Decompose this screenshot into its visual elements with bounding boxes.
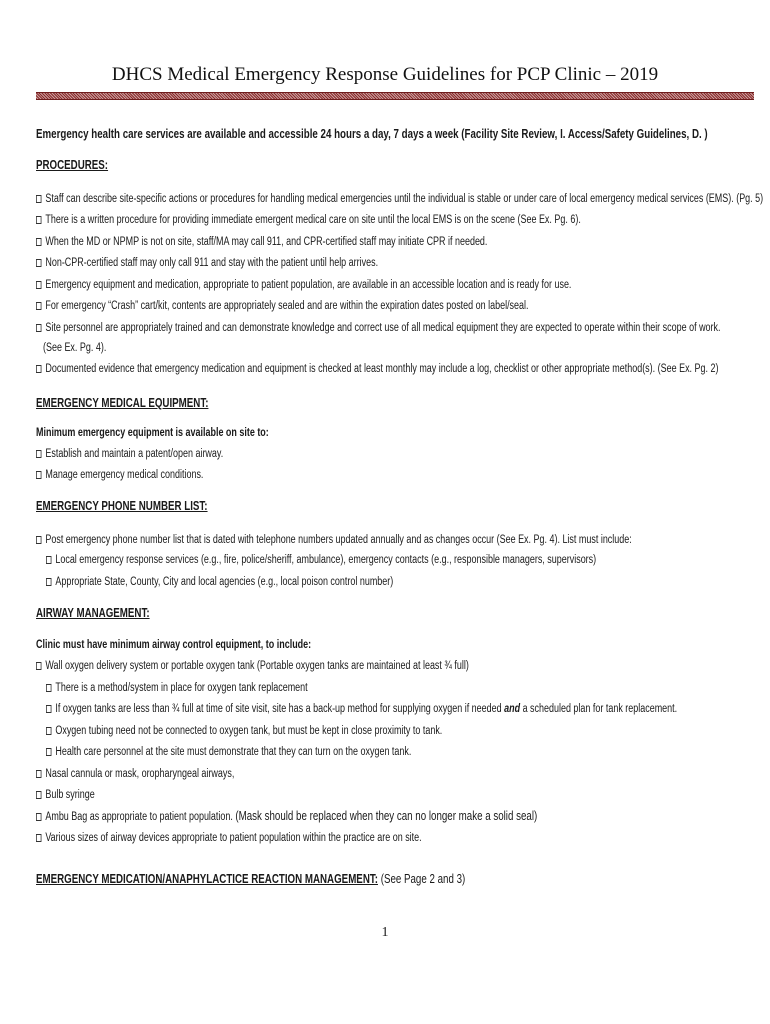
procedure-item: Non-CPR-certified staff may only call 911 and stay with the patient until help arrives.	[36, 256, 378, 270]
checkbox-icon	[46, 556, 51, 564]
airway-item: Bulb syringe	[36, 788, 95, 802]
airway-item: Various sizes of airway devices appropriate to patient population within the practice are on site.	[36, 831, 422, 845]
checkbox-icon	[36, 238, 41, 246]
equipment-item: Manage emergency medical conditions.	[36, 468, 203, 482]
procedures-heading: PROCEDURES:	[36, 158, 109, 172]
procedure-item: Documented evidence that emergency medication and equipment is checked at least monthly may include a log, checklist or other appropriate method(s). (See Ex. Pg. 2)	[36, 362, 718, 376]
checkbox-icon	[36, 471, 41, 479]
checkbox-icon	[36, 324, 41, 332]
checkbox-icon	[36, 791, 41, 799]
procedure-item: Site personnel are appropriately trained and can demonstrate knowledge and correct use of all medical equipment they are expected to operate within their scope of work.	[36, 321, 720, 335]
oxygen-subitem: If oxygen tanks are less than ¾ full at time of site visit, site has a back-up method for supplying oxygen if needed and a scheduled plan for tank replacement.	[46, 702, 677, 716]
checkbox-icon	[36, 195, 41, 203]
phone-list-item: Post emergency phone number list that is dated with telephone numbers updated annually and as changes occur (See Ex. Pg. 4). List must include:	[36, 533, 632, 547]
checkbox-icon	[36, 813, 41, 821]
phone-list-subitem: Local emergency response services (e.g., fire, police/sheriff, ambulance), emergency contacts (e.g., responsible managers, supervisors)	[46, 553, 596, 567]
equipment-item: Establish and maintain a patent/open airway.	[36, 447, 223, 461]
procedure-item-continuation: (See Ex. Pg. 4).	[43, 342, 107, 354]
medication-heading: EMERGENCY MEDICATION/ANAPHYLACTICE REACTION MANAGEMENT:	[36, 872, 378, 886]
intro-statement: Emergency health care services are available and accessible 24 hours a day, 7 days a week (Facility Site Review, I. Access/Safety Guidelines, D. )	[36, 127, 708, 141]
oxygen-subitem: Oxygen tubing need not be connected to oxygen tank, but must be kept in close proximity to tank.	[46, 724, 442, 738]
title-divider	[36, 92, 754, 100]
equipment-subheading: Minimum emergency equipment is available on site to:	[36, 427, 269, 439]
airway-heading: AIRWAY MANAGEMENT:	[36, 606, 150, 620]
checkbox-icon	[46, 705, 51, 713]
oxygen-subitem: There is a method/system in place for oxygen tank replacement	[46, 681, 308, 695]
phone-list-subitem: Appropriate State, County, City and local agencies (e.g., local poison control number)	[46, 575, 393, 589]
equipment-heading: EMERGENCY MEDICAL EQUIPMENT:	[36, 396, 209, 410]
page-number: 1	[381, 925, 389, 940]
checkbox-icon	[36, 770, 41, 778]
procedure-item: For emergency “Crash” cart/kit, contents are appropriately sealed and are within the expiration dates posted on label/seal.	[36, 299, 529, 313]
airway-item: Ambu Bag as appropriate to patient population. (Mask should be replaced when they can no longer make a solid seal)	[36, 809, 537, 824]
checkbox-icon	[46, 578, 51, 586]
checkbox-icon	[36, 216, 41, 224]
checkbox-icon	[36, 302, 41, 310]
procedure-item: Staff can describe site-specific actions or procedures for handling medical emergencies until the individual is stable or under care of local emergency medical services (EMS). (Pg. 5)	[36, 192, 763, 206]
checkbox-icon	[36, 536, 41, 544]
document-title: DHCS Medical Emergency Response Guidelines for PCP Clinic – 2019	[111, 64, 659, 85]
checkbox-icon	[36, 834, 41, 842]
airway-subheading: Clinic must have minimum airway control equipment, to include:	[36, 639, 312, 651]
oxygen-subitem: Health care personnel at the site must demonstrate that they can turn on the oxygen tank.	[46, 745, 411, 759]
phone-list-heading: EMERGENCY PHONE NUMBER LIST:	[36, 499, 208, 513]
checkbox-icon	[36, 259, 41, 267]
medication-note: (See Page 2 and 3)	[380, 872, 466, 886]
checkbox-icon	[36, 365, 41, 373]
checkbox-icon	[46, 684, 51, 692]
emphasis-and: and	[504, 703, 521, 715]
procedure-item: When the MD or NPMP is not on site, staff/MA may call 911, and CPR-certified staff may initiate CPR if needed.	[36, 235, 487, 249]
procedure-item: There is a written procedure for providing immediate emergent medical care on site until the local EMS is on the scene (See Ex. Pg. 6).	[36, 213, 581, 227]
medication-section	[36, 872, 465, 886]
procedure-item: Emergency equipment and medication, appropriate to patient population, are available in an accessible location and is ready for use.	[36, 278, 571, 292]
checkbox-icon	[46, 727, 51, 735]
ambu-bag-note: (Mask should be replaced when they can no longer make a solid seal)	[235, 809, 538, 823]
checkbox-icon	[46, 748, 51, 756]
checkbox-icon	[36, 450, 41, 458]
checkbox-icon	[36, 662, 41, 670]
airway-item-oxygen: Wall oxygen delivery system or portable oxygen tank (Portable oxygen tanks are maintained at least ¾ full)	[36, 659, 469, 673]
airway-item: Nasal cannula or mask, oropharyngeal airways,	[36, 767, 234, 781]
checkbox-icon	[36, 281, 41, 289]
